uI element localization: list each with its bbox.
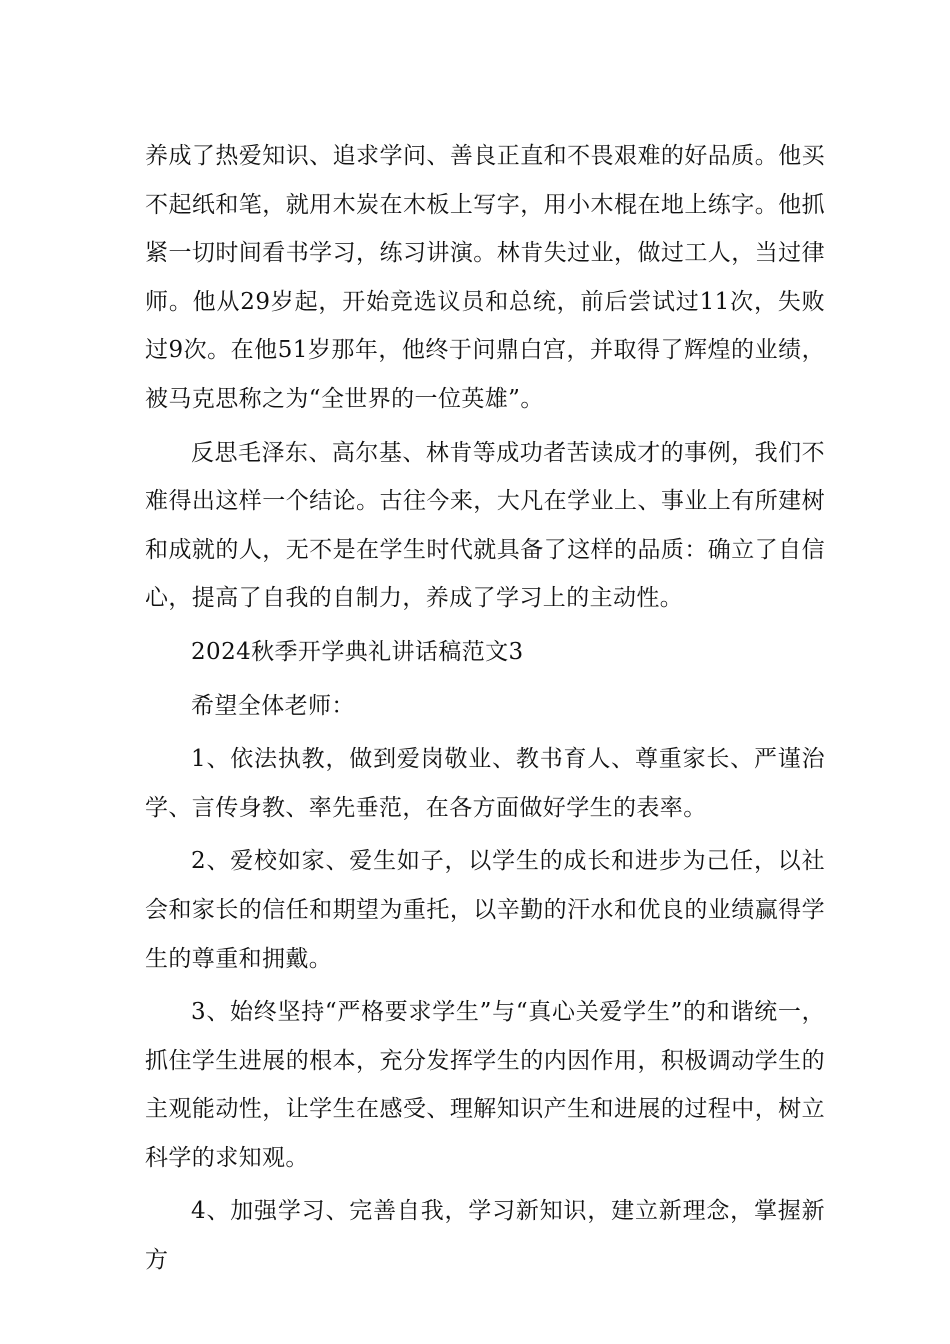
list-item-2: 2、爱校如家、爱生如子，以学生的成长和进步为己任，以社会和家长的信任和期望为重托，以辛勤的汗水和优良的业绩赢得学生的尊重和拥戴。 bbox=[145, 848, 825, 972]
list-item-3: 3、始终坚持“严格要求学生”与“真心关爱学生”的和谐统一，抓住学生进展的根本，充分发挥学生的内因作用，积极调动学生的主观能动性，让学生在感受、理解知识产生和进展的过程中，树立科学的求知观。 bbox=[145, 999, 825, 1171]
paragraph-lincoln-story: 养成了热爱知识、追求学问、善良正直和不畏艰难的好品质。他买不起纸和笔，就用木炭在木板上写字，用小木棍在地上练字。他抓紧一切时间看书学习，练习讲演。林肯失过业，做过工人，当过律师。他从29岁起，开始竞选议员和总统，前后尝试过11次，失败过9次。在他51岁那年，他终于问鼎白宫，并取得了辉煌的业绩，被马克思称之为“全世界的一位英雄”。 bbox=[145, 143, 825, 412]
list-item-1: 1、依法执教，做到爱岗敬业、教书育人、尊重家长、严谨治学、言传身教、率先垂范，在各方面做好学生的表率。 bbox=[145, 746, 825, 821]
paragraph-conclusion: 反思毛泽东、高尔基、林肯等成功者苦读成才的事例，我们不难得出这样一个结论。古往今来，大凡在学业上、事业上有所建树和成就的人，无不是在学生时代就具备了这样的品质：确立了自信心，提高了自我的自制力，养成了学习上的主动性。 bbox=[145, 439, 825, 612]
list-item-4: 4、加强学习、完善自我，学习新知识，建立新理念，掌握新方 bbox=[145, 1198, 825, 1274]
paragraph-salutation: 希望全体老师： bbox=[191, 692, 355, 719]
section-heading: 2024秋季开学典礼讲话稿范文3 bbox=[191, 638, 524, 665]
document-body bbox=[145, 132, 825, 1290]
